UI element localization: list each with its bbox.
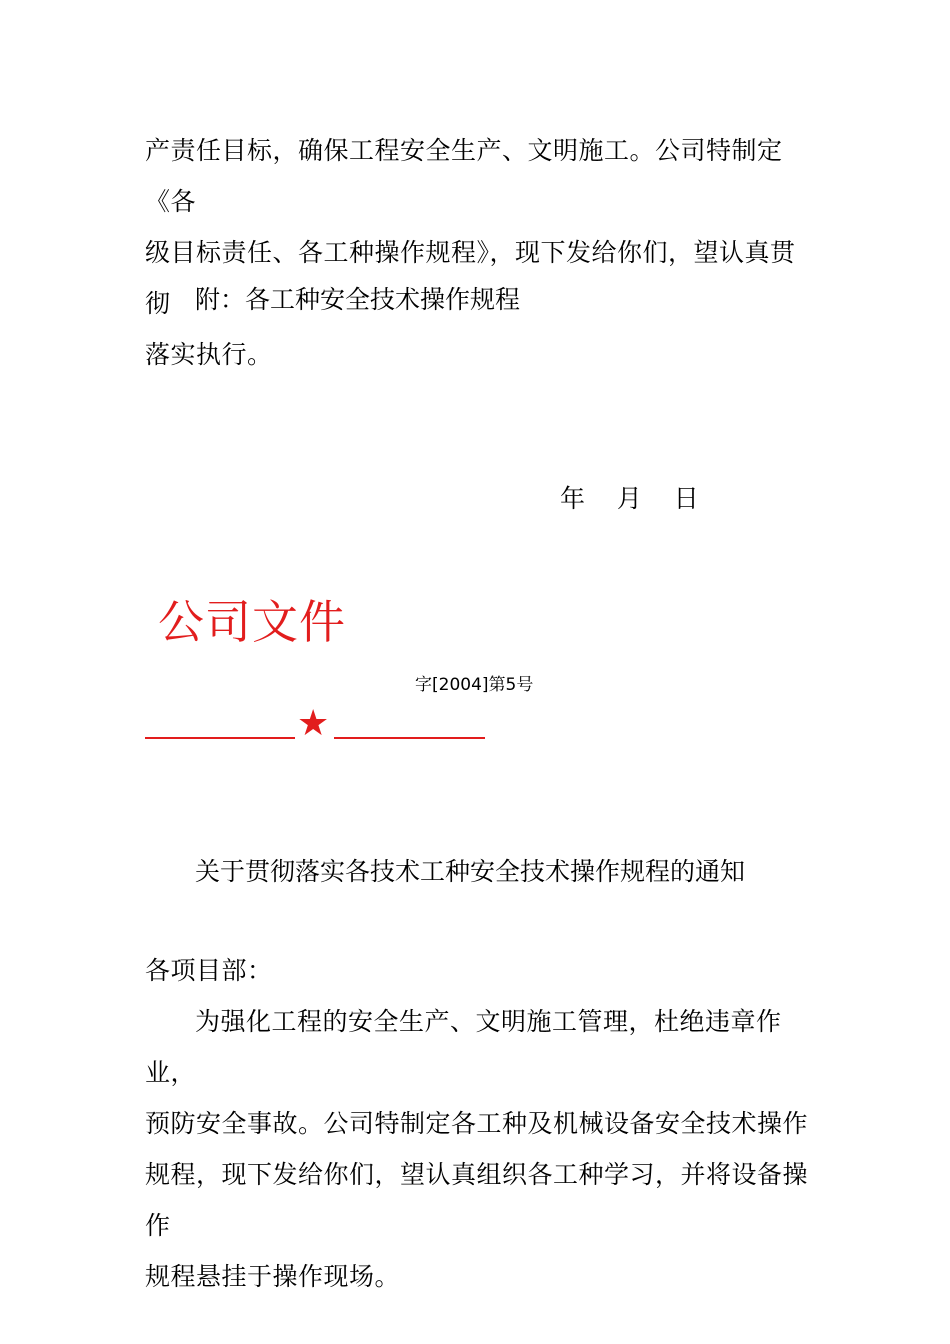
paragraph-line: 级目标责任、各工种操作规程》，现下发给你们，望认真贯彻	[145, 238, 796, 318]
header-rule-left	[145, 737, 295, 739]
previous-notice-paragraph	[145, 125, 810, 380]
notice-body	[145, 945, 810, 1302]
header-rule-right	[334, 737, 485, 739]
salutation: 各项目部：	[145, 956, 273, 985]
paragraph-line: 产责任目标，确保工程安全生产、文明施工。公司特制定《各	[145, 136, 783, 216]
notice-title: 关于贯彻落实各技术工种安全技术操作规程的通知	[195, 857, 746, 886]
paragraph-line: 落实执行。	[145, 340, 273, 369]
attachment-line: 附：各工种安全技术操作规程	[195, 285, 521, 314]
body-line: 规程悬挂于操作现场。	[145, 1262, 401, 1291]
date-line: 年 月 日	[560, 484, 699, 513]
star-icon: ★	[297, 703, 330, 744]
body-line: 规程，现下发给你们，望认真组织各工种学习，并将设备操作	[145, 1160, 809, 1240]
document-header-title: 公司文件	[158, 595, 346, 649]
body-line: 为强化工程的安全生产、文明施工管理，杜绝违章作业，	[145, 1007, 782, 1087]
body-line: 预防安全事故。公司特制定各工种及机械设备安全技术操作	[145, 1109, 809, 1138]
document-number: 字[2004]第5号	[415, 675, 534, 695]
